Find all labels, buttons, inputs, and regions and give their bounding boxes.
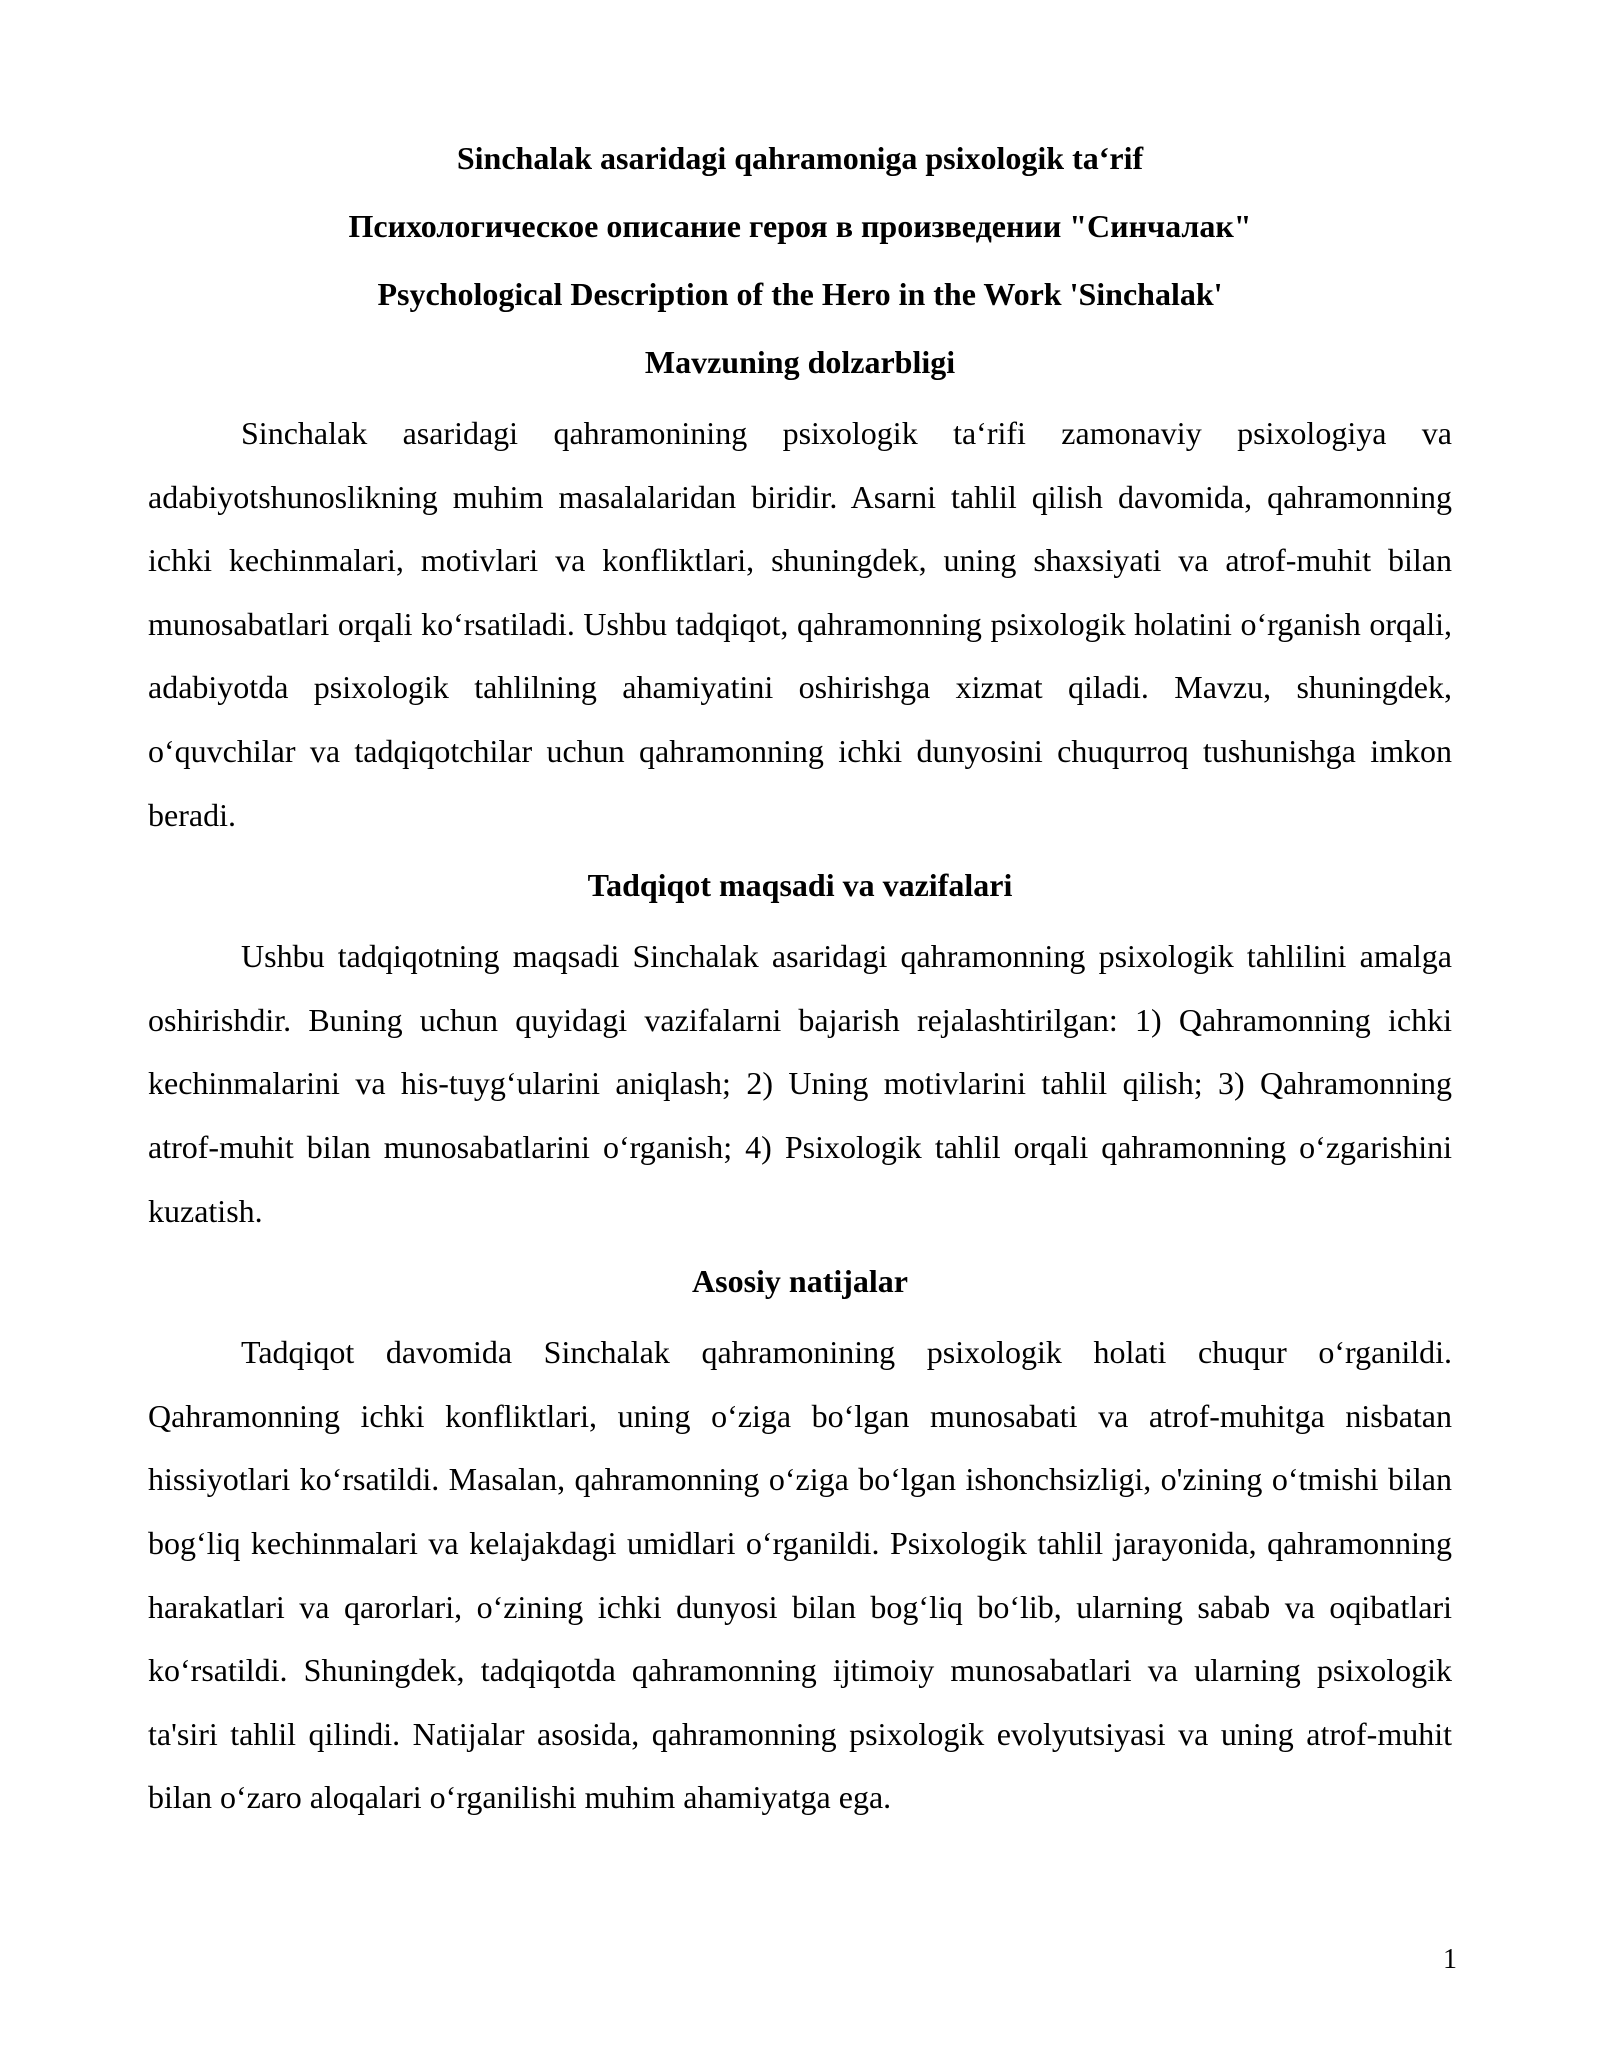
section-paragraph: Sinchalak asaridagi qahramonining psixologik ta‘rifi zamonaviy psixologiya va adabiyotshunoslikning muhim masalalaridan biridir. Asarni tahlil qilish davomida, qahramonning ichki kechinmalari, motivlari va konfliktlari, shuningdek, uning shaxsiyati va atrof-muhit bilan munosabatlari orqali ko‘rsatiladi. Ushbu tadqiqot, qahramonning psixologik holatini o‘rganish orqali, adabiyotda psixologik tahlilning ahamiyatini oshirishga xizmat qiladi. Mavzu, shuningdek, o‘quvchilar va tadqiqotchilar uchun qahramonning ichki dunyosini chuqurroq tushunishga imkon beradi. (148, 415, 1452, 833)
section-heading: Mavzuning dolzarbligi (644, 344, 956, 380)
page-content (148, 140, 1452, 1850)
section-goals (148, 867, 1452, 1243)
section-heading: Tadqiqot maqsadi va vazifalari (587, 867, 1013, 904)
section-paragraph: Ushbu tadqiqotning maqsadi Sinchalak asaridagi qahramonning psixologik tahlilini amalga oshirishdir. Buning uchun quyidagi vazifalarni bajarish rejalashtirilgan: 1) Qahramonning ichki kechinmalarini va his-tuyg‘ularini aniqlash; 2) Uning motivlarini tahlil qilish; 3) Qahramonning atrof-muhit bilan munosabatlarini o‘rganish; 4) Psixologik tahlil orqali qahramonning o‘zgarishini kuzatish. (148, 938, 1452, 1229)
section-results (148, 1263, 1452, 1830)
section-heading: Asosiy natijalar (692, 1263, 908, 1300)
title-russian: Психологическое описание героя в произведении "Синчалак" (348, 208, 1252, 244)
title-english: Psychological Description of the Hero in the Work 'Sinchalak' (377, 276, 1223, 312)
section-paragraph: Tadqiqot davomida Sinchalak qahramonining psixologik holati chuqur o‘rganildi. Qahramonning ichki konfliktlari, uning o‘ziga bo‘lgan munosabati va atrof-muhitga nisbatan hissiyotlari ko‘rsatildi. Masalan, qahramonning o‘ziga bo‘lgan ishonchsizligi, o'zining o‘tmishi bilan bog‘liq kechinmalari va kelajakdagi umidlari o‘rganildi. Psixologik tahlil jarayonida, qahramonning harakatlari va qarorlari, o‘zining ichki dunyosi bilan bog‘liq bo‘lib, ularning sabab va oqibatlari ko‘rsatildi. Shuningdek, tadqiqotda qahramonning ijtimoiy munosabatlari va ularning psixologik ta'siri tahlil qilindi. Natijalar asosida, qahramonning psixologik evolyutsiyasi va uning atrof-muhit bilan o‘zaro aloqalari o‘rganilishi muhim ahamiyatga ega. (148, 1334, 1452, 1816)
page-number: 1 (1443, 1944, 1457, 1975)
title-uzbek: Sinchalak asaridagi qahramoniga psixologik ta‘rif (456, 140, 1144, 176)
section-relevance (148, 344, 1452, 847)
title-block (148, 140, 1452, 312)
